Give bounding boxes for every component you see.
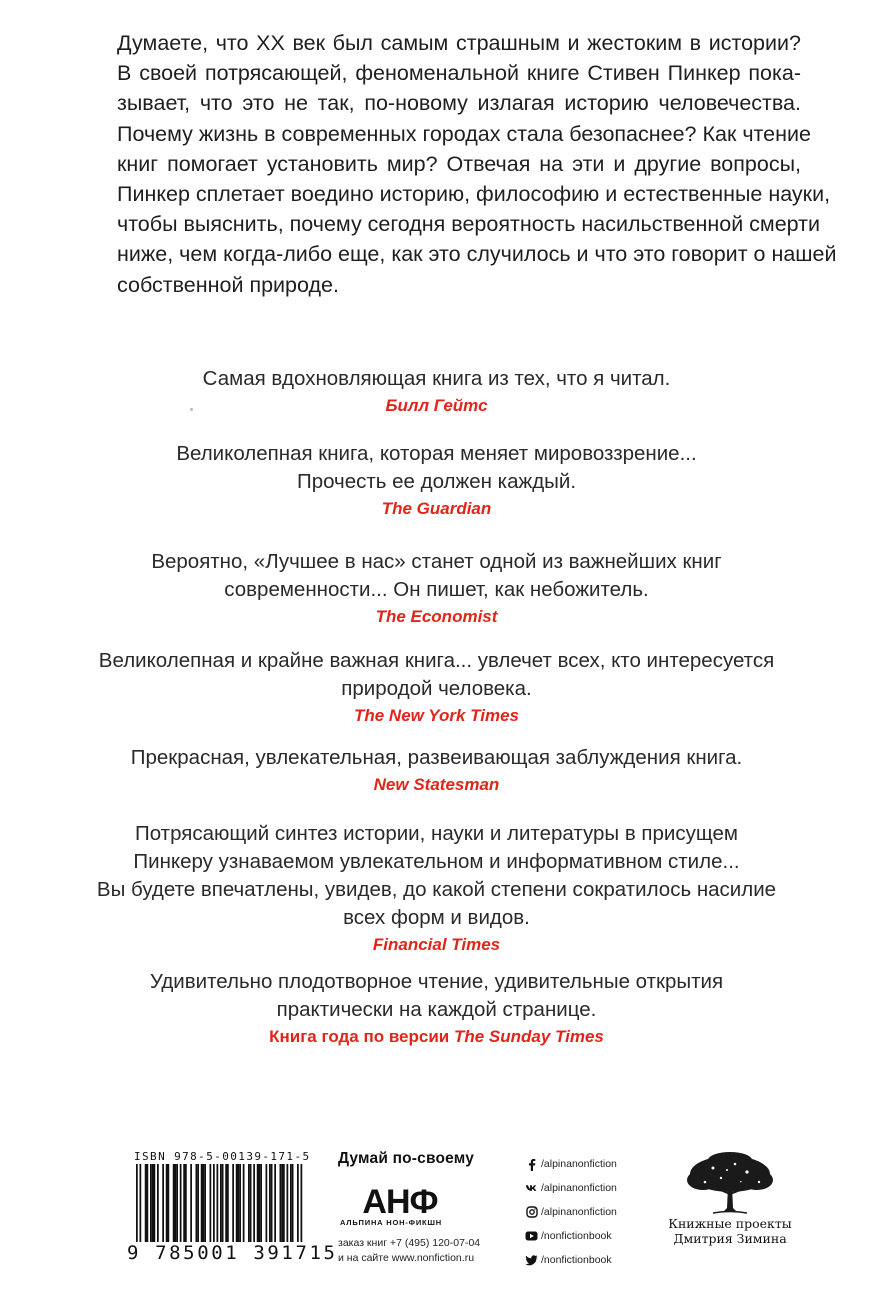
quote-line: современности... Он пишет, как небожитель. (224, 578, 649, 601)
barcode-bar (253, 1164, 255, 1242)
social-links (525, 1152, 617, 1272)
barcode-bar (227, 1164, 229, 1242)
intro-line: Пинкер сплетает воедино историю, философию и естественные науки, (117, 182, 831, 207)
order-phone: заказ книг +7 (495) 120-07-04 (338, 1237, 481, 1249)
tree-icon (683, 1152, 777, 1216)
quote-line: Прочесть ее должен каждый. (296, 470, 577, 493)
barcode-bar (157, 1164, 159, 1242)
barcode-bar (190, 1164, 192, 1242)
barcode-bar (269, 1164, 271, 1242)
review-quote (0, 440, 873, 522)
facebook-icon (525, 1158, 538, 1171)
quote-line: Великолепная и крайне важная книга... увлечет всех, кто интересуется (98, 649, 775, 672)
barcode-bar (250, 1164, 252, 1242)
quote-line: Вероятно, «Лучшее в нас» станет одной из важнейших книг (151, 550, 722, 573)
quote-line: Пинкеру узнаваемом увлекательном и информативном стиле... (133, 850, 740, 873)
quote-line: Потрясающий синтез истории, науки и литературы в присущем (135, 822, 738, 845)
social-handle: /alpinanonfiction (541, 1158, 617, 1170)
barcode-bar (280, 1164, 282, 1242)
quote-source: New Statesman (373, 775, 500, 794)
social-link-youtube[interactable] (525, 1224, 617, 1248)
barcode-bar (259, 1164, 261, 1242)
barcode-bar (180, 1164, 182, 1242)
barcode-bar (236, 1164, 238, 1242)
barcode-bar (162, 1164, 164, 1242)
quote-source: The Economist (375, 607, 498, 626)
barcode-bar (183, 1164, 185, 1242)
barcode-bar (292, 1164, 294, 1242)
barcode-bar (173, 1164, 175, 1242)
svg-text:АНФ: АНФ (362, 1184, 438, 1216)
intro-line: Почему жизнь в современных городах стала безопаснее? Как чтение (117, 121, 811, 146)
intro-line: чтобы выяснить, почему сегодня вероятность насильственной смерти (117, 212, 821, 237)
barcode-bar (257, 1164, 259, 1242)
instagram-icon (525, 1206, 538, 1219)
quote-source: The Guardian (381, 499, 492, 518)
barcode-bar (232, 1164, 234, 1242)
barcode-bar (197, 1164, 199, 1242)
publisher-name: АЛЬПИНА НОН-ФИКШН (340, 1218, 442, 1227)
barcode-bar (260, 1164, 262, 1242)
barcode-bar (175, 1164, 177, 1242)
intro-line: книг помогает установить мир? Отвечая на эти и другие вопросы, (117, 151, 801, 176)
quote-source-title: The Sunday Times (453, 1027, 604, 1046)
barcode-bar (204, 1164, 206, 1242)
quote-source-prefix: Книга года по версии (269, 1027, 454, 1046)
barcode-bar (213, 1164, 215, 1242)
quote-line: Самая вдохновляющая книга из тех, что я читал. (202, 367, 671, 390)
barcode-digits: 9 785001 391715 (127, 1242, 338, 1264)
social-handle: /nonfictionbook (541, 1230, 612, 1242)
barcode-bar (225, 1164, 227, 1242)
social-link-facebook[interactable] (525, 1152, 617, 1176)
zimin-line-1: Книжные проекты (668, 1216, 792, 1231)
review-quote (0, 968, 873, 1050)
social-link-instagram[interactable] (525, 1200, 617, 1224)
quote-source: Билл Гейтс (385, 396, 488, 415)
barcode-bar (176, 1164, 178, 1242)
social-handle: /nonfictionbook (541, 1254, 612, 1266)
barcode-bar (266, 1164, 268, 1242)
quote-line: природой человека. (341, 677, 532, 700)
social-handle: /alpinanonfiction (541, 1182, 617, 1194)
annotation-text (117, 28, 837, 300)
barcode-bar (147, 1164, 149, 1242)
slogan: Думай по-своему (338, 1150, 475, 1167)
barcode-bar (238, 1164, 240, 1242)
social-link-twitter[interactable] (525, 1248, 617, 1272)
barcode-bar (274, 1164, 276, 1242)
social-link-vk[interactable] (525, 1176, 617, 1200)
barcode-bar (210, 1164, 212, 1242)
intro-line: собственной природе. (117, 272, 339, 297)
barcode-bar (281, 1164, 283, 1242)
barcode-bar (287, 1164, 289, 1242)
barcode-bar (166, 1164, 168, 1242)
intro-line: В своей потрясающей, феноменальной книге Стивен Пинкер пока- (117, 61, 801, 86)
zimin-projects-block (660, 1152, 800, 1246)
quote-line: всех форм и видов. (343, 906, 530, 929)
barcode-bar (196, 1164, 198, 1242)
barcode-bar (168, 1164, 170, 1242)
quote-line: практически на каждой странице. (276, 998, 597, 1021)
twitter-icon (525, 1254, 538, 1267)
barcode-bar (283, 1164, 285, 1242)
barcode-bar (271, 1164, 273, 1242)
order-info (338, 1236, 480, 1266)
intro-line: зывает, что это не так, по-новому излагая историю человечества. (117, 91, 801, 116)
zimin-line-2: Дмитрия Зимина (673, 1231, 787, 1246)
intro-line: Думаете, что XX век был самым страшным и жестоким в истории? (117, 31, 801, 55)
review-quote (0, 744, 873, 798)
barcode-bar (248, 1164, 250, 1242)
barcode-bar (185, 1164, 187, 1242)
publisher-logo (350, 1184, 450, 1216)
quote-source: Financial Times (372, 935, 501, 954)
quote-source: The New York Times (353, 706, 520, 725)
barcode-bar (154, 1164, 156, 1242)
quote-source (0, 1024, 873, 1050)
barcode-bar (201, 1164, 203, 1242)
review-quote (0, 365, 873, 419)
barcode-bar (203, 1164, 205, 1242)
intro-line: ниже, чем когда-либо еще, как это случилось и что это говорит о нашей (117, 242, 837, 267)
barcode-bar (239, 1164, 241, 1242)
barcode-bar (150, 1164, 152, 1242)
publisher-block (338, 1150, 518, 1264)
quote-line: Вы будете впечатлены, увидев, до какой степени сократилось насилие (96, 878, 777, 901)
review-quote (0, 647, 873, 729)
quote-line: Прекрасная, увлекательная, развеивающая заблуждения книга. (130, 746, 743, 769)
quote-line: Удивительно плодотворное чтение, удивительные открытия (149, 970, 724, 993)
order-site: и на сайте www.nonfiction.ru (338, 1252, 475, 1264)
isbn-label: ISBN 978-5-00139-171-5 (134, 1150, 311, 1163)
review-quote (0, 820, 873, 958)
barcode-bar (243, 1164, 245, 1242)
isbn-barcode (127, 1150, 338, 1270)
youtube-icon (525, 1230, 538, 1243)
barcode-bar (290, 1164, 292, 1242)
social-handle: /alpinanonfiction (541, 1206, 617, 1218)
quote-line: Великолепная книга, которая меняет мировоззрение... (176, 442, 697, 465)
vk-icon (525, 1182, 538, 1195)
barcode-bar (152, 1164, 154, 1242)
barcode-bar (145, 1164, 147, 1242)
review-quote (0, 548, 873, 630)
